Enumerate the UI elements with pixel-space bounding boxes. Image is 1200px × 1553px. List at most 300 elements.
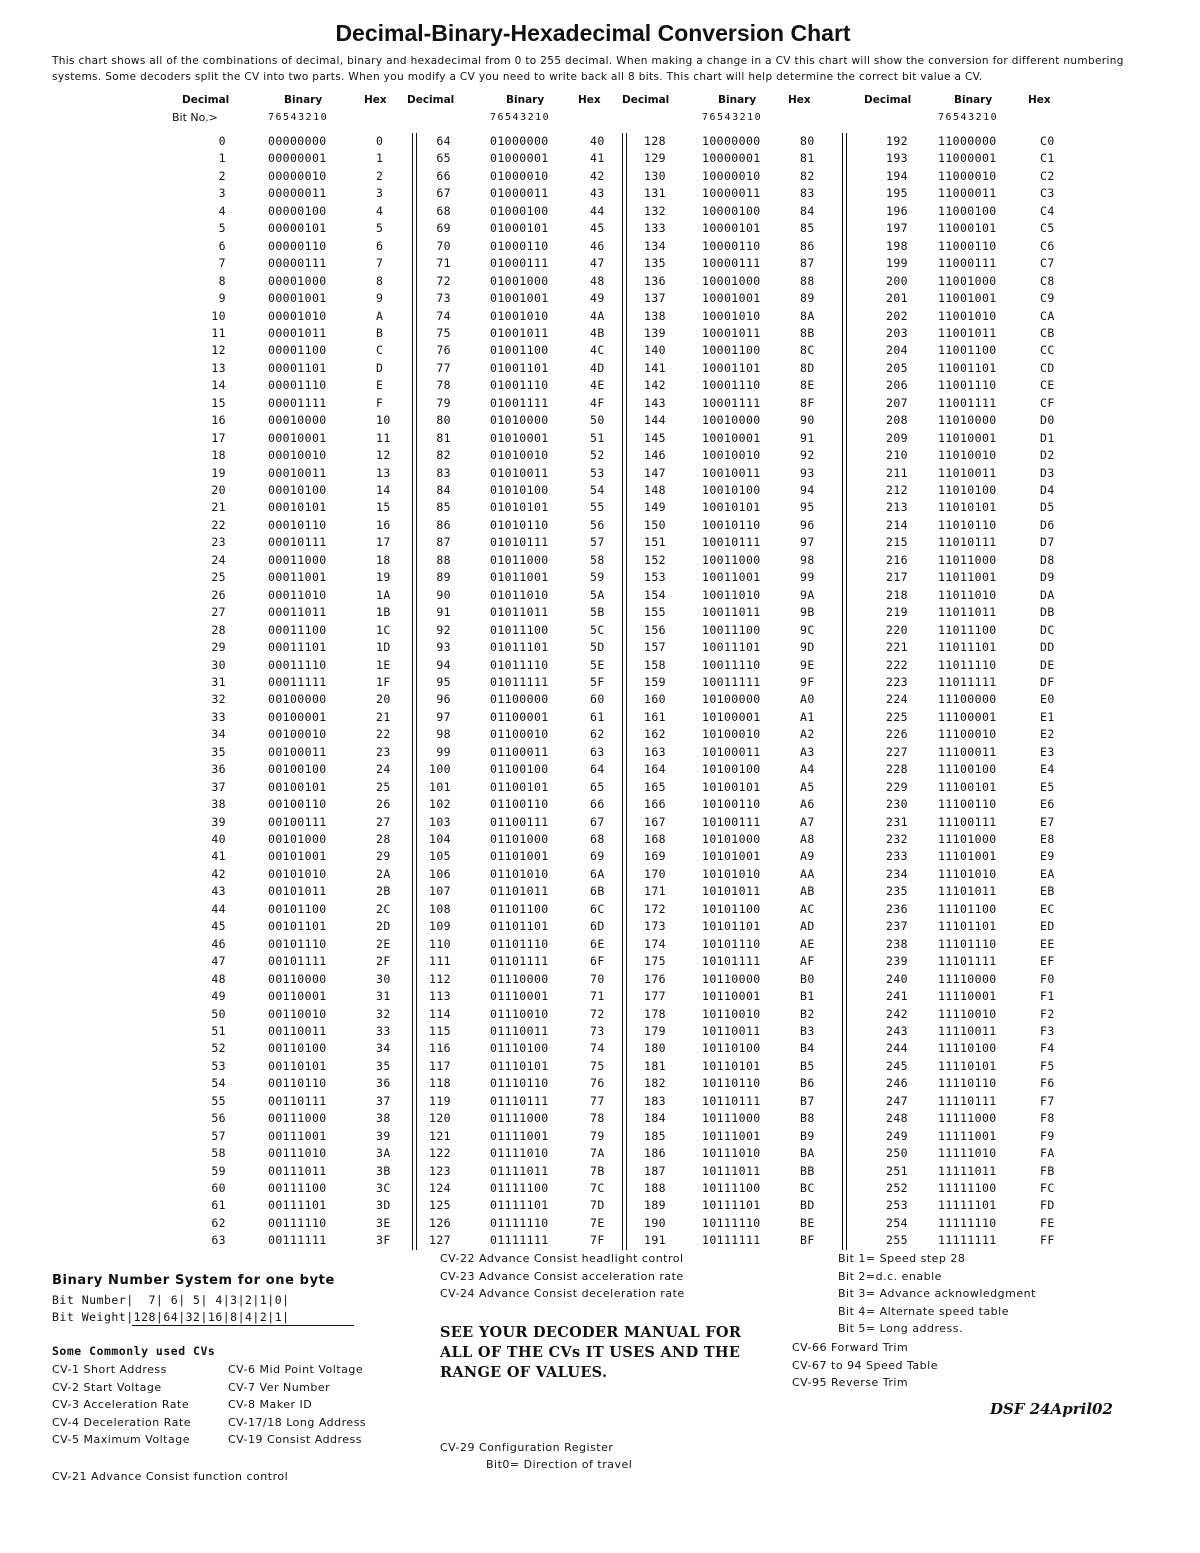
- binary-cell: 11000101: [938, 221, 997, 236]
- binary-cell: 00110001: [268, 989, 327, 1004]
- binary-cell: 11100111: [938, 814, 997, 829]
- decimal-cell: 170: [644, 866, 666, 881]
- hex-cell: F3: [1040, 1023, 1055, 1038]
- binary-cell: 01011000: [490, 552, 549, 567]
- binary-cell: 00111010: [268, 1146, 327, 1161]
- binary-cell: 00001001: [268, 291, 327, 306]
- hex-cell: 14: [376, 483, 391, 497]
- decimal-cell: 20: [211, 483, 226, 497]
- hex-cell: CB: [1040, 325, 1055, 340]
- decimal-cell: 19: [211, 465, 226, 480]
- hex-cell: F9: [1040, 1128, 1055, 1143]
- binary-cell: 11101111: [938, 954, 997, 969]
- hex-cell: 36: [376, 1076, 391, 1091]
- decimal-cell: 171: [644, 884, 666, 899]
- decimal-cell: 21: [211, 500, 226, 515]
- decimal-cell: 123: [429, 1163, 451, 1178]
- decimal-cell: 74: [436, 308, 451, 323]
- manual-note: [440, 1323, 741, 1383]
- decimal-cell: 28: [211, 622, 226, 637]
- hex-cell: 79: [590, 1128, 605, 1143]
- binary-cell: 10000100: [702, 203, 761, 218]
- decimal-cell: 195: [886, 186, 908, 201]
- hex-cell: EE: [1040, 936, 1055, 951]
- hex-cell: E0: [1040, 692, 1055, 707]
- hex-cell: 17: [376, 535, 391, 550]
- binary-cell: 01101001: [490, 849, 549, 864]
- hex-cell: 89: [800, 291, 815, 306]
- binary-cell: 00001101: [268, 360, 327, 375]
- binary-cell: 10011011: [702, 605, 761, 620]
- binary-cell: 11000111: [938, 256, 997, 271]
- binary-cell: 11010101: [938, 500, 997, 515]
- binary-cell: 11101100: [938, 901, 997, 916]
- binary-cell: 00000011: [268, 186, 327, 201]
- cv-item: CV-17/18 Long Address: [228, 1415, 367, 1429]
- binary-cell: 11010100: [938, 483, 997, 497]
- decimal-cell: 33: [211, 709, 226, 724]
- decimal-cell: 112: [429, 971, 451, 986]
- hex-cell: 5C: [590, 622, 605, 637]
- hex-cell: 7: [376, 256, 384, 271]
- binary-cell: 11011111: [938, 674, 997, 689]
- hex-cell: 3C: [376, 1181, 391, 1195]
- binary-cell: 01010101: [490, 500, 549, 515]
- decimal-cell: 196: [886, 203, 908, 218]
- hex-cell: 32: [376, 1006, 391, 1021]
- binary-cell: 01100100: [490, 762, 549, 777]
- decimal-cell: 10: [211, 308, 226, 323]
- decimal-cell: 93: [436, 640, 451, 655]
- cv-item: CV-3 Acceleration Rate: [52, 1398, 190, 1411]
- cv-item: CV-6 Mid Point Voltage: [228, 1363, 364, 1376]
- hex-cell: 11: [376, 430, 391, 445]
- binary-cell: 10111001: [702, 1128, 761, 1143]
- binary-cell: 10011010: [702, 587, 761, 602]
- decimal-cell: 251: [886, 1163, 908, 1178]
- decimal-cell: 42: [211, 866, 226, 881]
- decimal-cell: 45: [211, 919, 226, 934]
- hex-cell: 4F: [590, 395, 605, 410]
- binary-cell: 00001111: [268, 395, 327, 410]
- decimal-cell: 203: [886, 325, 908, 340]
- decimal-cell: 246: [886, 1076, 908, 1091]
- decimal-cell: 113: [429, 989, 451, 1004]
- binary-cell: 01001110: [490, 378, 549, 393]
- decimal-cell: 124: [429, 1181, 451, 1195]
- decimal-cell: 180: [644, 1041, 666, 1056]
- decimal-cell: 181: [644, 1058, 666, 1073]
- hex-header: Hex: [364, 94, 387, 106]
- binary-cell: 11110100: [938, 1041, 997, 1056]
- decimal-cell: 3: [218, 186, 226, 201]
- decimal-cell: 14: [211, 378, 226, 393]
- binary-cell: 10101110: [702, 936, 761, 951]
- binary-cell: 10010110: [702, 517, 761, 532]
- decimal-cell: 66: [436, 168, 451, 183]
- binary-cell: 00011000: [268, 552, 327, 567]
- binary-cell: 11001111: [938, 395, 997, 410]
- hex-cell: AB: [800, 884, 815, 899]
- hex-cell: 39: [376, 1128, 391, 1143]
- hex-cell: B6: [800, 1076, 815, 1091]
- binary-cell: 00010100: [268, 483, 327, 497]
- hex-cell: 60: [590, 692, 605, 707]
- decimal-cell: 141: [644, 360, 666, 375]
- binary-cell: 11011011: [938, 605, 997, 620]
- hex-cell: B9: [800, 1128, 815, 1143]
- binary-cell: 11101110: [938, 936, 997, 951]
- decimal-cell: 98: [436, 727, 451, 742]
- hex-header: Hex: [578, 94, 601, 106]
- decimal-cell: 89: [436, 570, 451, 585]
- binary-cell: 10100011: [702, 744, 761, 759]
- binary-cell: 00101100: [268, 901, 327, 916]
- hex-cell: 33: [376, 1023, 391, 1038]
- binary-cell: 01100001: [490, 709, 549, 724]
- binary-cell: 01100011: [490, 744, 549, 759]
- cv-item: CV-7 Ver Number: [228, 1380, 331, 1394]
- hex-cell: 64: [590, 762, 605, 777]
- binary-cell: 11000001: [938, 151, 997, 166]
- binary-cell: 11011001: [938, 570, 997, 585]
- hex-cell: 65: [590, 779, 605, 794]
- hex-cell: DB: [1040, 605, 1055, 620]
- decimal-cell: 52: [211, 1041, 226, 1056]
- binary-cell: 10110111: [702, 1093, 761, 1108]
- hex-cell: A7: [800, 814, 815, 829]
- decimal-cell: 78: [436, 378, 451, 393]
- hex-cell: 77: [590, 1093, 605, 1108]
- hex-cell: 44: [590, 203, 605, 218]
- hex-cell: 66: [590, 797, 605, 812]
- binary-cell: 00111001: [268, 1128, 327, 1143]
- binary-cell: 00001100: [268, 343, 327, 358]
- cv-item: CV-5 Maximum Voltage: [52, 1433, 190, 1446]
- hex-cell: 9D: [800, 640, 815, 655]
- binary-cell: 11111000: [938, 1111, 997, 1126]
- decimal-cell: 238: [886, 936, 908, 951]
- binary-cell: 00110111: [268, 1093, 327, 1108]
- binary-cell: 11111101: [938, 1198, 997, 1213]
- binary-cell: 11111100: [938, 1181, 997, 1195]
- hex-cell: 5: [376, 221, 384, 236]
- binary-cell: 10011000: [702, 552, 761, 567]
- conversion-table: [0, 92, 1200, 1252]
- binary-cell: 00010110: [268, 517, 327, 532]
- decimal-cell: 80: [436, 413, 451, 428]
- hex-cell: 22: [376, 727, 391, 742]
- binary-cell: 11100100: [938, 762, 997, 777]
- binary-cell: 10010101: [702, 500, 761, 515]
- page-title: Decimal-Binary-Hexadecimal Conversion Chart: [335, 20, 851, 46]
- binary-cell: 10110011: [702, 1023, 761, 1038]
- binary-cell: 00100001: [268, 709, 327, 724]
- bit-digits: 76543210: [268, 112, 329, 123]
- decimal-cell: 207: [886, 395, 908, 410]
- decimal-cell: 17: [211, 430, 226, 445]
- hex-cell: AA: [800, 866, 815, 881]
- decimal-cell: 22: [211, 517, 226, 532]
- binary-cell: 11001011: [938, 325, 997, 340]
- binary-cell: 10110100: [702, 1041, 761, 1056]
- decimal-cell: 81: [436, 430, 451, 445]
- decimal-cell: 107: [429, 884, 451, 899]
- decimal-cell: 91: [436, 605, 451, 620]
- binary-cell: 01000011: [490, 186, 549, 201]
- binary-cell: 00100111: [268, 814, 327, 829]
- cv-item: CV-23 Advance Consist acceleration rate: [440, 1269, 684, 1283]
- decimal-cell: 236: [886, 901, 908, 916]
- binary-header: Binary: [506, 94, 545, 106]
- decimal-cell: 231: [886, 814, 908, 829]
- hex-cell: 94: [800, 483, 815, 497]
- decimal-cell: 188: [644, 1181, 666, 1195]
- binary-cell: 00011010: [268, 587, 327, 602]
- binary-cell: 11000010: [938, 168, 997, 183]
- decimal-cell: 1: [218, 151, 226, 166]
- hex-cell: F4: [1040, 1041, 1055, 1056]
- binary-cell: 01100111: [490, 814, 549, 829]
- binary-cell: 11010001: [938, 430, 997, 445]
- cv29-title: CV-29 Configuration Register: [440, 1441, 614, 1454]
- binary-cell: 10010100: [702, 483, 761, 497]
- binary-cell: 01011110: [490, 657, 549, 672]
- decimal-cell: 41: [211, 849, 226, 864]
- hex-cell: 54: [590, 483, 605, 497]
- decimal-cell: 71: [436, 256, 451, 271]
- binary-cell: 01000101: [490, 221, 549, 236]
- hex-cell: 6A: [590, 866, 605, 881]
- decimal-cell: 159: [644, 674, 666, 689]
- binary-cell: 10000111: [702, 256, 761, 271]
- binary-cell: 10101100: [702, 901, 761, 916]
- hex-cell: B0: [800, 971, 815, 986]
- decimal-cell: 163: [644, 744, 666, 759]
- hex-cell: 5A: [590, 587, 605, 602]
- cv-item: CV-24 Advance Consist deceleration rate: [440, 1287, 685, 1300]
- hex-cell: AD: [800, 919, 815, 934]
- decimal-cell: 217: [886, 570, 908, 585]
- decimal-cell: 140: [644, 343, 666, 358]
- decimal-cell: 254: [886, 1215, 908, 1230]
- hex-cell: 3D: [376, 1198, 391, 1213]
- decimal-cell: 154: [644, 587, 666, 602]
- decimal-cell: 168: [644, 832, 666, 846]
- binary-cell: 01010011: [490, 465, 549, 480]
- binary-cell: 10111011: [702, 1163, 761, 1178]
- decimal-cell: 193: [886, 151, 908, 166]
- decimal-cell: 87: [436, 535, 451, 550]
- decimal-cell: 151: [644, 535, 666, 550]
- decimal-cell: 143: [644, 395, 666, 410]
- decimal-cell: 164: [644, 762, 666, 777]
- decimal-cell: 174: [644, 936, 666, 951]
- hex-cell: C2: [1040, 168, 1055, 183]
- hex-cell: 6F: [590, 954, 605, 969]
- hex-cell: 21: [376, 709, 391, 724]
- binary-cell: 00011110: [268, 657, 327, 672]
- binary-cell: 01100010: [490, 727, 549, 742]
- hex-cell: D: [376, 360, 384, 375]
- hex-cell: D9: [1040, 570, 1055, 585]
- decimal-cell: 125: [429, 1198, 451, 1213]
- hex-cell: E2: [1040, 727, 1055, 742]
- decimal-cell: 46: [211, 936, 226, 951]
- decimal-cell: 55: [211, 1093, 226, 1108]
- decimal-cell: 240: [886, 971, 908, 986]
- hex-cell: 10: [376, 413, 391, 428]
- decimal-cell: 79: [436, 395, 451, 410]
- binary-cell: 11000100: [938, 203, 997, 218]
- hex-cell: E5: [1040, 779, 1055, 794]
- hex-cell: CD: [1040, 360, 1055, 375]
- hex-cell: 23: [376, 744, 391, 759]
- binary-cell: 00100000: [268, 692, 327, 707]
- binary-cell: 00101111: [268, 954, 327, 969]
- binary-cell: 10100101: [702, 779, 761, 794]
- hex-cell: 8E: [800, 378, 815, 393]
- hex-cell: 61: [590, 709, 605, 724]
- binary-cell: 00000101: [268, 221, 327, 236]
- decimal-cell: 82: [436, 448, 451, 463]
- hex-cell: 40: [590, 134, 605, 148]
- hex-cell: A3: [800, 744, 815, 759]
- decimal-cell: 38: [211, 797, 226, 812]
- decimal-cell: 92: [436, 622, 451, 637]
- binary-cell: 00111111: [268, 1233, 327, 1248]
- hex-cell: A6: [800, 797, 815, 812]
- hex-cell: 24: [376, 762, 391, 777]
- hex-cell: BE: [800, 1215, 815, 1230]
- decimal-cell: 117: [429, 1058, 451, 1073]
- binary-cell: 01010010: [490, 448, 549, 463]
- hex-cell: 4C: [590, 343, 605, 358]
- binary-cell: 00111110: [268, 1215, 327, 1230]
- decimal-cell: 18: [211, 448, 226, 463]
- binary-cell: 10000010: [702, 168, 761, 183]
- decimal-cell: 250: [886, 1146, 908, 1161]
- binary-cell: 01110111: [490, 1093, 549, 1108]
- decimal-cell: 85: [436, 500, 451, 515]
- decimal-cell: 173: [644, 919, 666, 934]
- hex-cell: C6: [1040, 238, 1055, 253]
- hex-cell: 63: [590, 744, 605, 759]
- decimal-cell: 243: [886, 1023, 908, 1038]
- hex-cell: 80: [800, 134, 815, 148]
- binary-cell: 11000000: [938, 134, 997, 148]
- bit-item: Bit 1= Speed step 28: [838, 1252, 966, 1265]
- binary-cell: 10111101: [702, 1198, 761, 1213]
- binary-cell: 01101111: [490, 954, 549, 969]
- decimal-cell: 218: [886, 587, 908, 602]
- binary-cell: 11010000: [938, 413, 997, 428]
- decimal-cell: 27: [211, 605, 226, 620]
- decimal-cell: 36: [211, 762, 226, 777]
- cv29-bit0: Bit0= Direction of travel: [486, 1458, 633, 1471]
- binary-cell: 01110010: [490, 1006, 549, 1021]
- binary-cell: 01101000: [490, 832, 549, 846]
- binary-cell: 10100111: [702, 814, 761, 829]
- decimal-cell: 189: [644, 1198, 666, 1213]
- hex-cell: E6: [1040, 797, 1055, 812]
- binary-cell: 01010111: [490, 535, 549, 550]
- decimal-cell: 5: [218, 221, 226, 236]
- hex-cell: 86: [800, 238, 815, 253]
- column-separator: [842, 133, 847, 1250]
- decimal-cell: 50: [211, 1006, 226, 1021]
- decimal-cell: 94: [436, 657, 451, 672]
- decimal-cell: 130: [644, 168, 666, 183]
- hex-cell: A5: [800, 779, 815, 794]
- decimal-cell: 56: [211, 1111, 226, 1126]
- hex-cell: D8: [1040, 552, 1055, 567]
- binary-cell: 11011101: [938, 640, 997, 655]
- binary-cell: 10000000: [702, 134, 761, 148]
- hex-cell: 85: [800, 221, 815, 236]
- hex-cell: CE: [1040, 378, 1055, 393]
- hex-cell: F2: [1040, 1006, 1055, 1021]
- hex-cell: 31: [376, 989, 391, 1004]
- binary-cell: 00100110: [268, 797, 327, 812]
- hex-cell: 8: [376, 273, 384, 288]
- decimal-cell: 26: [211, 587, 226, 602]
- hex-cell: 30: [376, 971, 391, 986]
- decimal-cell: 15: [211, 395, 226, 410]
- decimal-cell: 9: [218, 291, 226, 306]
- decimal-cell: 209: [886, 430, 908, 445]
- decimal-cell: 252: [886, 1181, 908, 1195]
- hex-cell: FB: [1040, 1163, 1055, 1178]
- binary-cell: 01001010: [490, 308, 549, 323]
- decimal-cell: 232: [886, 832, 908, 846]
- cv-item: CV-4 Deceleration Rate: [52, 1415, 191, 1429]
- hex-cell: 69: [590, 849, 605, 864]
- binary-cell: 00011100: [268, 622, 327, 637]
- binary-cell: 10111100: [702, 1181, 761, 1195]
- hex-cell: 67: [590, 814, 605, 829]
- decimal-cell: 61: [211, 1198, 226, 1213]
- binary-cell: 00000010: [268, 168, 327, 183]
- decimal-cell: 200: [886, 273, 908, 288]
- hex-cell: 18: [376, 552, 391, 567]
- binary-cell: 10101011: [702, 884, 761, 899]
- hex-cell: C9: [1040, 291, 1055, 306]
- hex-cell: D4: [1040, 483, 1055, 497]
- decimal-cell: 178: [644, 1006, 666, 1021]
- hex-cell: C8: [1040, 273, 1055, 288]
- binary-cell: 11100101: [938, 779, 997, 794]
- decimal-cell: 205: [886, 360, 908, 375]
- decimal-cell: 183: [644, 1093, 666, 1108]
- binary-cell: 10101101: [702, 919, 761, 934]
- decimal-cell: 179: [644, 1023, 666, 1038]
- binary-cell: 00100101: [268, 779, 327, 794]
- hex-cell: 7C: [590, 1181, 605, 1195]
- bit-weight-row: Bit Weight|128|64|32|16|8|4|2|1|: [52, 1310, 290, 1324]
- decimal-cell: 234: [886, 866, 908, 881]
- hex-cell: B4: [800, 1041, 815, 1056]
- hex-cell: ED: [1040, 919, 1055, 934]
- hex-cell: A1: [800, 709, 815, 724]
- decimal-cell: 194: [886, 168, 908, 183]
- binary-cell: 11110000: [938, 971, 997, 986]
- binary-cell: 10100110: [702, 797, 761, 812]
- hex-cell: B7: [800, 1093, 815, 1108]
- manual-note-line: RANGE OF VALUES.: [440, 1364, 608, 1381]
- hex-cell: 1E: [376, 657, 391, 672]
- binary-cell: 01011010: [490, 587, 549, 602]
